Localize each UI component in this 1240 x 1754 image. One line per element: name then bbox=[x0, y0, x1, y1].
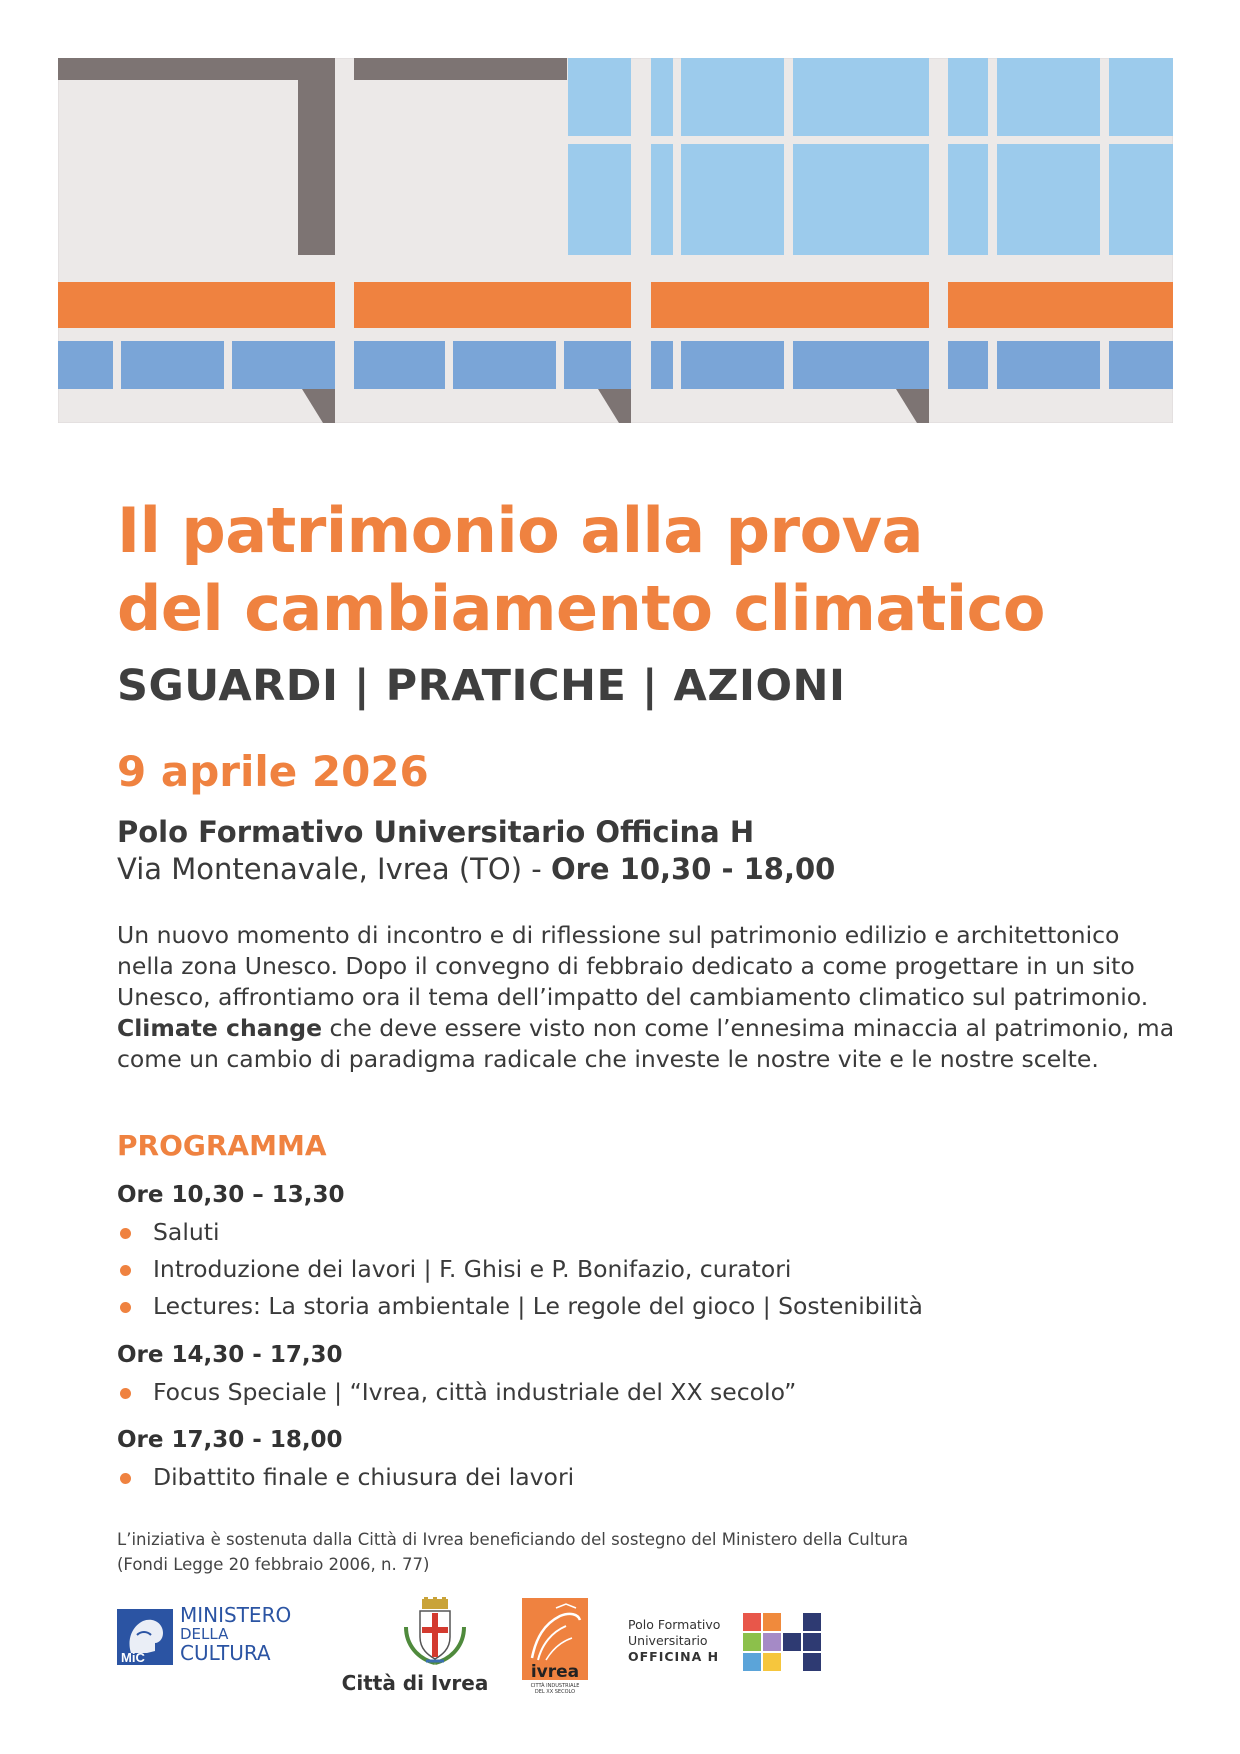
venue-address: Via Montenavale, Ivrea (TO) - bbox=[117, 852, 551, 886]
programme-slot bbox=[117, 1425, 1177, 1496]
list-item bbox=[117, 1251, 1177, 1288]
intro-paragraph bbox=[117, 920, 1177, 1075]
venue-block bbox=[117, 814, 1177, 888]
venue-hours: Ore 10,30 - 18,00 bbox=[550, 852, 836, 886]
city-name: Città di Ivrea bbox=[341, 1671, 489, 1695]
mic-line-1: MINISTERO bbox=[180, 1603, 292, 1627]
slot-items bbox=[117, 1374, 1177, 1411]
polo-wordmark bbox=[628, 1617, 720, 1665]
mic-logo bbox=[117, 1605, 307, 1673]
mic-emblem-icon bbox=[117, 1605, 173, 1665]
ivrea-caption-1: CITTÀ INDUSTRIALE bbox=[530, 1683, 580, 1689]
list-item-text: Lectures: La storia ambientale | Le regole del gioco | Sostenibilità bbox=[153, 1292, 923, 1320]
ivrea-industrial-city-logo bbox=[522, 1598, 588, 1694]
officina-h-logo bbox=[628, 1613, 838, 1683]
venue-name: Polo Formativo Universitario Officina H bbox=[117, 815, 755, 849]
banner-illustration bbox=[58, 58, 1173, 423]
mic-badge: MiC bbox=[121, 1650, 145, 1665]
ivrea-unesco-emblem-icon bbox=[522, 1598, 588, 1694]
polo-line-1: Polo Formativo bbox=[628, 1617, 721, 1632]
support-line-1: L’iniziativa è sostenuta dalla Città di Ivrea beneficiando del sostegno del Ministero della Cultura bbox=[117, 1530, 909, 1549]
event-date: 9 aprile 2026 bbox=[117, 747, 429, 796]
intro-text-2: che deve essere visto non come l’ennesima minaccia al patrimonio, ma come un cambio di paradigma radicale che investe le nostre vite e le nostre scelte. bbox=[117, 1014, 1175, 1073]
bullet-icon bbox=[120, 1265, 131, 1276]
bullet-icon bbox=[120, 1228, 131, 1239]
programme-slot bbox=[117, 1340, 1177, 1411]
support-note bbox=[117, 1527, 1177, 1577]
list-item bbox=[117, 1214, 1177, 1251]
intro-highlight: Climate change bbox=[117, 1014, 323, 1042]
mic-line-2: DELLA bbox=[180, 1625, 229, 1643]
title-line-1: Il patrimonio alla prova bbox=[117, 494, 923, 567]
coat-of-arms-icon bbox=[400, 1597, 470, 1669]
slot-items bbox=[117, 1459, 1177, 1496]
list-item-text: Saluti bbox=[153, 1218, 220, 1246]
programme-title: PROGRAMMA bbox=[117, 1129, 327, 1162]
polo-line-3: OFFICINA H bbox=[628, 1649, 720, 1664]
programme-slot bbox=[117, 1180, 1177, 1325]
city-of-ivrea-logo bbox=[340, 1597, 490, 1697]
bullet-icon bbox=[120, 1388, 131, 1399]
list-item-text: Focus Speciale | “Ivrea, città industriale del XX secolo” bbox=[153, 1378, 797, 1406]
event-title bbox=[117, 492, 1177, 648]
officina-h-grid-icon bbox=[743, 1613, 825, 1675]
intro-text-1: Un nuovo momento di incontro e di riflessione sul patrimonio edilizio e architettonico nella zona Unesco. Dopo il convegno di febbraio dedicato a come progettare in un sito Unesco, affrontiamo ora il tema dell’impatto del cambiamento climatico sul patrimonio. bbox=[117, 921, 1149, 1011]
mic-line-3: CULTURA bbox=[180, 1641, 271, 1665]
list-item bbox=[117, 1459, 1177, 1496]
bullet-icon bbox=[120, 1473, 131, 1484]
event-subtitle: SGUARDI | PRATICHE | AZIONI bbox=[117, 661, 846, 711]
slot-time: Ore 10,30 – 13,30 bbox=[117, 1182, 345, 1208]
list-item bbox=[117, 1288, 1177, 1325]
slot-items bbox=[117, 1214, 1177, 1325]
slot-time: Ore 17,30 - 18,00 bbox=[117, 1427, 343, 1453]
slot-time: Ore 14,30 - 17,30 bbox=[117, 1342, 343, 1368]
ivrea-wordmark: ivrea bbox=[530, 1662, 580, 1682]
polo-line-2: Universitario bbox=[628, 1633, 708, 1648]
support-line-2: (Fondi Legge 20 febbraio 2006, n. 77) bbox=[117, 1555, 430, 1574]
list-item bbox=[117, 1374, 1177, 1411]
bullet-icon bbox=[120, 1302, 131, 1313]
list-item-text: Introduzione dei lavori | F. Ghisi e P. Bonifazio, curatori bbox=[153, 1255, 792, 1283]
ivrea-caption-2: DEL XX SECOLO bbox=[534, 1689, 576, 1694]
mic-wordmark bbox=[180, 1605, 291, 1664]
list-item-text: Dibattito finale e chiusura dei lavori bbox=[153, 1463, 575, 1491]
title-line-2: del cambiamento climatico bbox=[117, 572, 1045, 645]
